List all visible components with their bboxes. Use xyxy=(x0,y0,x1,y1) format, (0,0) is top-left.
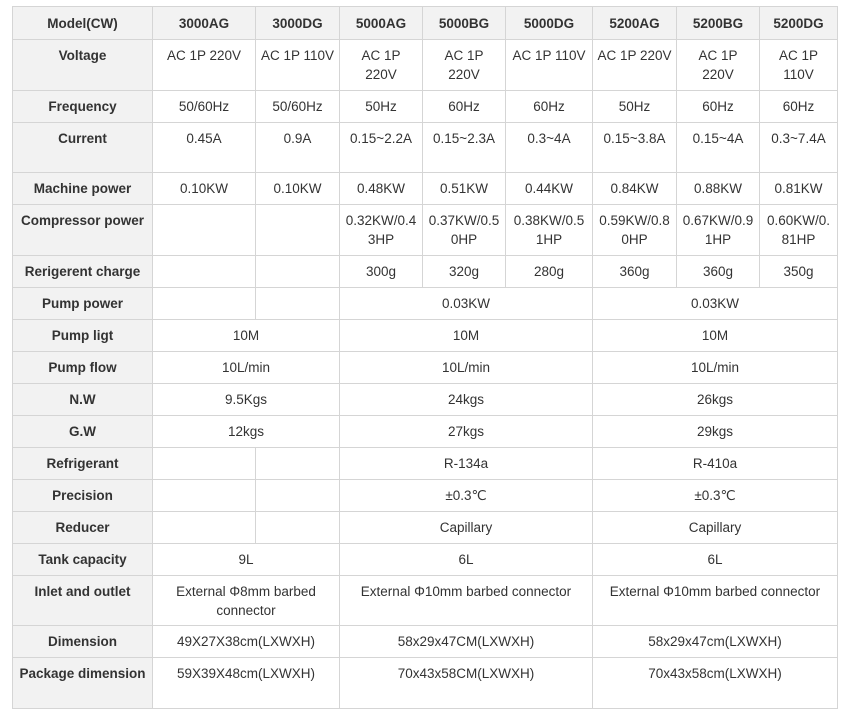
row-dimension xyxy=(13,626,838,658)
model-5000dg: 5000DG xyxy=(506,7,593,40)
header-label: Model(CW) xyxy=(13,7,153,40)
cell: 60Hz xyxy=(677,91,760,123)
cell: 350g xyxy=(760,256,838,288)
cell: 0.84KW xyxy=(593,173,677,205)
cell: 10L/min xyxy=(593,352,838,384)
cell: 50/60Hz xyxy=(153,91,256,123)
cell: 59X39X48cm(LXWXH) xyxy=(153,658,340,709)
cell xyxy=(256,480,340,512)
row-label: Inlet and outlet xyxy=(13,576,153,626)
cell: 0.51KW xyxy=(423,173,506,205)
cell: 10M xyxy=(593,320,838,352)
row-label: Pump power xyxy=(13,288,153,320)
row-refrigerant xyxy=(13,448,838,480)
row-label: Current xyxy=(13,123,153,173)
cell xyxy=(153,256,256,288)
cell: 0.48KW xyxy=(340,173,423,205)
cell: 60Hz xyxy=(506,91,593,123)
cell: R-134a xyxy=(340,448,593,480)
cell: 0.88KW xyxy=(677,173,760,205)
cell: External Φ10mm barbed connector xyxy=(340,576,593,626)
cell: 320g xyxy=(423,256,506,288)
cell: 0.3~4A xyxy=(506,123,593,173)
cell xyxy=(256,448,340,480)
cell: ±0.3℃ xyxy=(340,480,593,512)
cell: 10M xyxy=(153,320,340,352)
cell: AC 1P 220V xyxy=(153,40,256,91)
cell: 360g xyxy=(677,256,760,288)
row-label: Tank capacity xyxy=(13,544,153,576)
row-pump-flow xyxy=(13,352,838,384)
cell: 6L xyxy=(593,544,838,576)
cell: 58x29x47CM(LXWXH) xyxy=(340,626,593,658)
spec-table xyxy=(12,6,838,709)
model-5200ag: 5200AG xyxy=(593,7,677,40)
cell: 0.15~3.8A xyxy=(593,123,677,173)
cell: Capillary xyxy=(593,512,838,544)
row-label: Precision xyxy=(13,480,153,512)
cell: 0.10KW xyxy=(153,173,256,205)
cell xyxy=(153,205,256,256)
cell: 50Hz xyxy=(340,91,423,123)
row-reducer xyxy=(13,512,838,544)
cell: 9.5Kgs xyxy=(153,384,340,416)
cell: 29kgs xyxy=(593,416,838,448)
cell: AC 1P 220V xyxy=(593,40,677,91)
row-frequency xyxy=(13,91,838,123)
row-current xyxy=(13,123,838,173)
model-3000dg: 3000DG xyxy=(256,7,340,40)
cell xyxy=(153,480,256,512)
cell: 10L/min xyxy=(153,352,340,384)
row-pump-lift xyxy=(13,320,838,352)
row-package-dimension xyxy=(13,658,838,709)
cell: 70x43x58cm(LXWXH) xyxy=(593,658,838,709)
cell: 0.03KW xyxy=(340,288,593,320)
cell: 9L xyxy=(153,544,340,576)
row-label: N.W xyxy=(13,384,153,416)
row-label: Pump ligt xyxy=(13,320,153,352)
row-net-weight xyxy=(13,384,838,416)
cell: 0.15~4A xyxy=(677,123,760,173)
cell: External Φ10mm barbed connector xyxy=(593,576,838,626)
cell: AC 1P 110V xyxy=(760,40,838,91)
cell: 0.38KW/0.51HP xyxy=(506,205,593,256)
cell: AC 1P 220V xyxy=(677,40,760,91)
cell: 70x43x58CM(LXWXH) xyxy=(340,658,593,709)
model-5000bg: 5000BG xyxy=(423,7,506,40)
row-machine-power xyxy=(13,173,838,205)
cell: 0.45A xyxy=(153,123,256,173)
cell: 0.59KW/0.80HP xyxy=(593,205,677,256)
cell: 50Hz xyxy=(593,91,677,123)
cell: 0.15~2.3A xyxy=(423,123,506,173)
cell: ±0.3℃ xyxy=(593,480,838,512)
cell: 0.67KW/0.91HP xyxy=(677,205,760,256)
cell: 0.10KW xyxy=(256,173,340,205)
row-refrigerant-charge xyxy=(13,256,838,288)
row-voltage xyxy=(13,40,838,91)
cell: 60Hz xyxy=(423,91,506,123)
cell: R-410a xyxy=(593,448,838,480)
cell: 0.44KW xyxy=(506,173,593,205)
row-inlet-outlet xyxy=(13,576,838,626)
cell: 0.3~7.4A xyxy=(760,123,838,173)
row-label: Frequency xyxy=(13,91,153,123)
cell: Capillary xyxy=(340,512,593,544)
cell: 0.32KW/0.43HP xyxy=(340,205,423,256)
row-label: Dimension xyxy=(13,626,153,658)
cell: 27kgs xyxy=(340,416,593,448)
cell: 6L xyxy=(340,544,593,576)
cell: AC 1P 220V xyxy=(423,40,506,91)
cell xyxy=(256,256,340,288)
cell xyxy=(153,448,256,480)
cell: 0.9A xyxy=(256,123,340,173)
cell: 0.03KW xyxy=(593,288,838,320)
cell xyxy=(256,288,340,320)
cell: External Φ8mm barbed connector xyxy=(153,576,340,626)
model-5200dg: 5200DG xyxy=(760,7,838,40)
header-row xyxy=(13,7,838,40)
row-label: Pump flow xyxy=(13,352,153,384)
cell: 0.37KW/0.50HP xyxy=(423,205,506,256)
row-label: Package dimension xyxy=(13,658,153,709)
row-label: Voltage xyxy=(13,40,153,91)
model-3000ag: 3000AG xyxy=(153,7,256,40)
cell: 10L/min xyxy=(340,352,593,384)
cell: 280g xyxy=(506,256,593,288)
model-5000ag: 5000AG xyxy=(340,7,423,40)
row-compressor-power xyxy=(13,205,838,256)
cell: 0.81KW xyxy=(760,173,838,205)
cell: 10M xyxy=(340,320,593,352)
cell: 300g xyxy=(340,256,423,288)
cell: 58x29x47cm(LXWXH) xyxy=(593,626,838,658)
row-tank-capacity xyxy=(13,544,838,576)
cell: 49X27X38cm(LXWXH) xyxy=(153,626,340,658)
cell: AC 1P 110V xyxy=(256,40,340,91)
row-label: Compressor power xyxy=(13,205,153,256)
row-precision xyxy=(13,480,838,512)
row-label: Rerigerent charge xyxy=(13,256,153,288)
cell: 0.15~2.2A xyxy=(340,123,423,173)
row-label: Machine power xyxy=(13,173,153,205)
cell: 26kgs xyxy=(593,384,838,416)
cell: 0.60KW/0.81HP xyxy=(760,205,838,256)
cell xyxy=(256,205,340,256)
cell: 24kgs xyxy=(340,384,593,416)
row-label: G.W xyxy=(13,416,153,448)
cell xyxy=(153,288,256,320)
row-label: Refrigerant xyxy=(13,448,153,480)
cell: 60Hz xyxy=(760,91,838,123)
cell: AC 1P 110V xyxy=(506,40,593,91)
model-5200bg: 5200BG xyxy=(677,7,760,40)
row-gross-weight xyxy=(13,416,838,448)
row-pump-power xyxy=(13,288,838,320)
cell xyxy=(153,512,256,544)
cell: AC 1P 220V xyxy=(340,40,423,91)
cell: 360g xyxy=(593,256,677,288)
cell: 50/60Hz xyxy=(256,91,340,123)
row-label: Reducer xyxy=(13,512,153,544)
cell: 12kgs xyxy=(153,416,340,448)
cell xyxy=(256,512,340,544)
